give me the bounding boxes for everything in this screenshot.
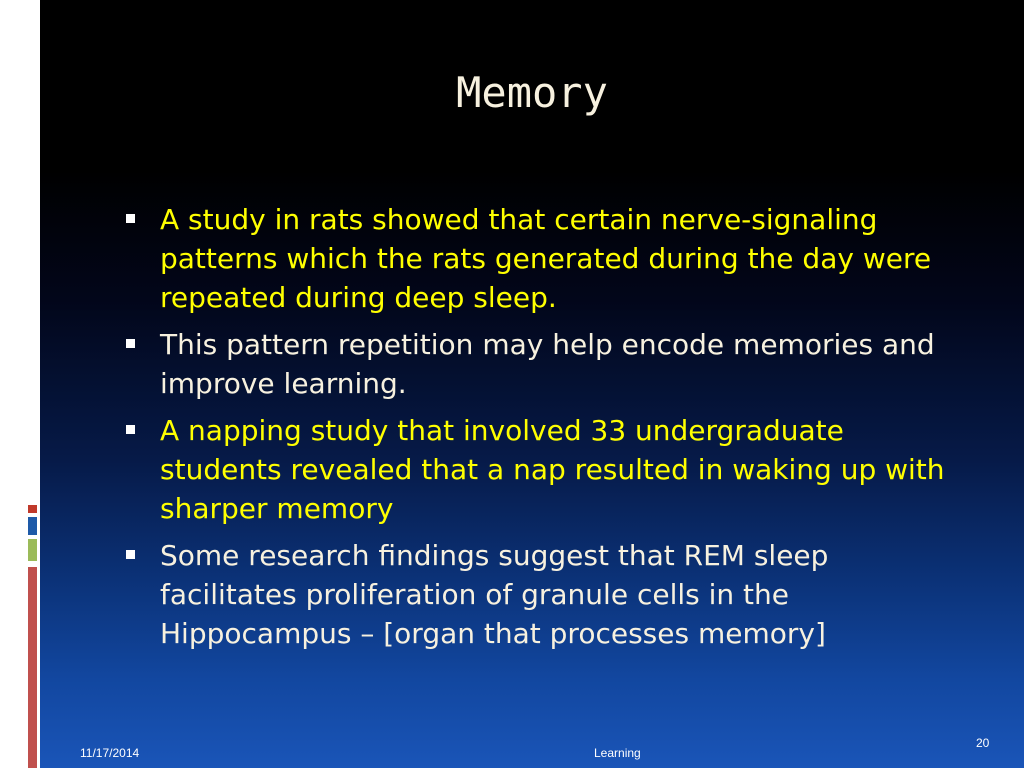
bullet-item	[120, 325, 960, 403]
stripe-red-long	[28, 567, 37, 768]
bullet-item	[120, 411, 960, 528]
stripe-blue	[28, 517, 37, 535]
bullet-item	[120, 536, 960, 653]
bullet-item	[120, 200, 960, 317]
footer-date: 11/17/2014	[80, 746, 140, 760]
page-number: 20	[976, 736, 990, 750]
square-bullet-icon	[126, 550, 135, 559]
slide-title: Memory	[456, 68, 608, 117]
bullet-text: This pattern repetition may help encode memories and improve learning.	[160, 328, 935, 400]
square-bullet-icon	[126, 214, 135, 223]
stripe-red-small	[28, 505, 37, 513]
square-bullet-icon	[126, 425, 135, 434]
bullet-text: A napping study that involved 33 undergraduate students revealed that a nap resulted in waking up with sharper memory	[160, 414, 945, 525]
bullet-text: Some research findings suggest that REM sleep facilitates proliferation of granule cells in the Hippocampus – [organ that processes memory]	[160, 539, 829, 650]
bullet-text: A study in rats showed that certain nerve-signaling patterns which the rats generated during the day were repeated during deep sleep.	[160, 203, 932, 314]
sidebar-decoration	[0, 0, 40, 768]
bullet-list	[120, 200, 960, 661]
square-bullet-icon	[126, 339, 135, 348]
footer-title: Learning	[594, 746, 641, 760]
stripe-green	[28, 539, 37, 561]
